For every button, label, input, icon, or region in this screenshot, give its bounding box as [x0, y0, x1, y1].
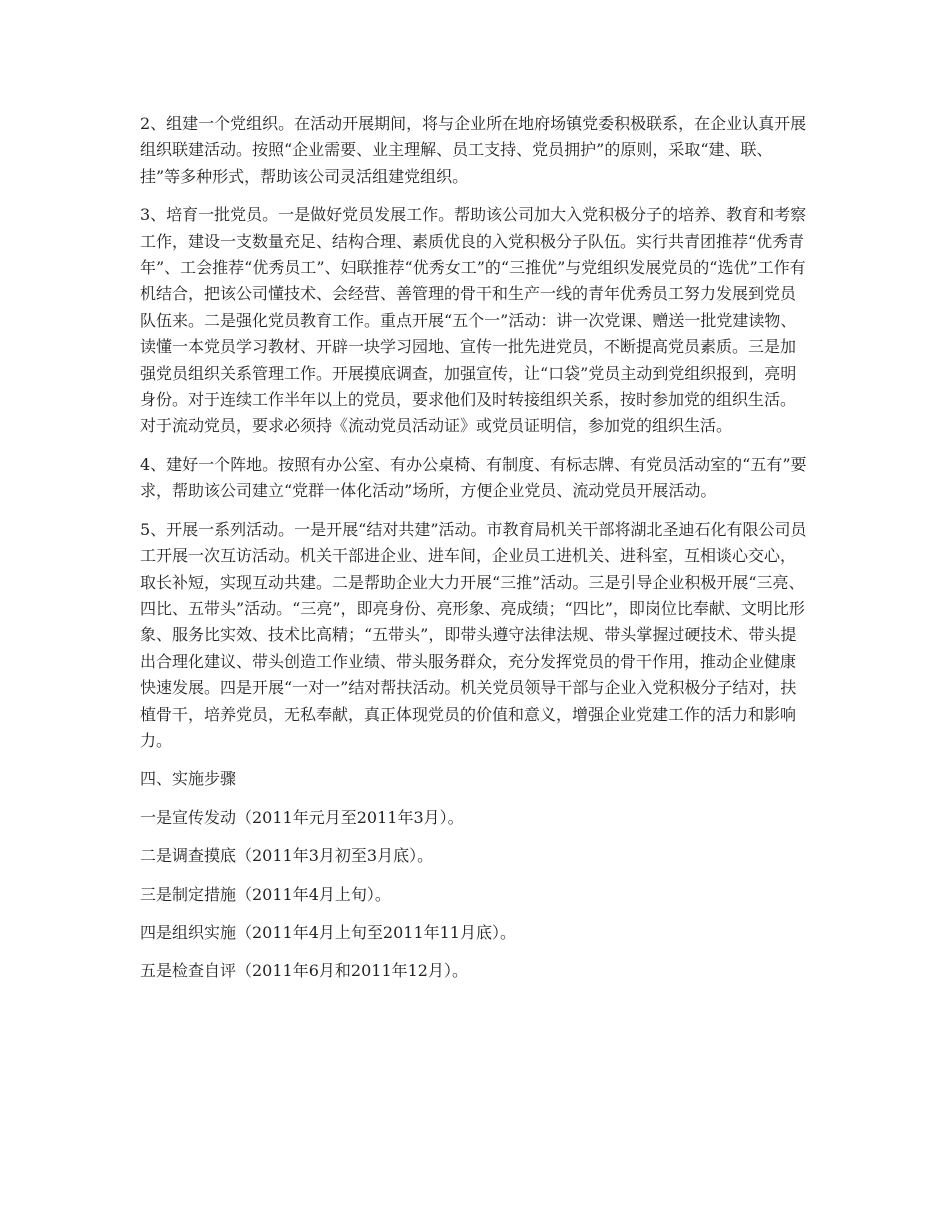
step-item-2: 二是调查摸底（2011年3月初至3月底）。: [140, 846, 434, 866]
paragraph-item-2: 2、组建一个党组织。在活动开展期间，将与企业所在地府场镇党委积极联系，在企业认真开展组织联建活动。按照“企业需要、业主理解、员工支持、党员拥护”的原则，采取“建、联、挂”等多种形式，帮助该公司灵活组建党组织。: [140, 114, 807, 186]
paragraph-item-3: 3、培育一批党员。一是做好党员发展工作。帮助该公司加大入党积极分子的培养、教育和考察工作，建设一支数量充足、结构合理、素质优良的入党积极分子队伍。实行共青团推荐“优秀青年”、工会推荐“优秀员工”、妇联推荐“优秀女工”的“三推优”与党组织发展党员的“选优”工作有机结合，把该公司懂技术、会经营、善管理的骨干和生产一线的青年优秀员工努力发展到党员队伍来。二是强化党员教育工作。重点开展“五个一”活动：讲一次党课、赠送一批党建读物、读懂一本党员学习教材、开辟一块学习园地、宣传一批先进党员，不断提高党员素质。三是加强党员组织关系管理工作。开展摸底调查，加强宣传，让“口袋”党员主动到党组织报到，亮明身份。对于连续工作半年以上的党员，要求他们及时转接组织关系，按时参加党的组织生活。对于流动党员，要求必须持《流动党员活动证》或党员证明信，参加党的组织生活。: [140, 205, 807, 436]
paragraph-item-5: 5、开展一系列活动。一是开展“结对共建”活动。市教育局机关干部将湖北圣迪石化有限公司员工开展一次互访活动。机关干部进企业、进车间，企业员工进机关、进科室，互相谈心交心，取长补短，实现互动共建。二是帮助企业大力开展“三推”活动。三是引导企业积极开展“三亮、四比、五带头”活动。“三亮”，即亮身份、亮形象、亮成绩；“四比”，即岗位比奉献、文明比形象、服务比实效、技术比高精；“五带头”，即带头遵守法律法规、带头掌握过硬技术、带头提出合理化建议、带头创造工作业绩、带头服务群众，充分发挥党员的骨干作用，推动企业健康快速发展。四是开展“一对一”结对帮扶活动。机关党员领导干部与企业入党积极分子结对，扶植骨干，培养党员，无私奉献，真正体现党员的价值和意义，增强企业党建工作的活力和影响力。: [140, 519, 807, 750]
paragraph-item-4: 4、建好一个阵地。按照有办公室、有办公桌椅、有制度、有标志牌、有党员活动室的“五有”要求，帮助该公司建立“党群一体化活动”场所，方便企业党员、流动党员开展活动。: [140, 454, 807, 501]
step-item-1: 一是宣传发动（2011年元月至2011年3月）。: [140, 807, 464, 827]
step-item-3: 三是制定措施（2011年4月上旬）。: [140, 884, 391, 904]
step-item-4: 四是组织实施（2011年4月上旬至2011年11月底）。: [140, 922, 516, 942]
section-heading: 四、实施步骤: [140, 769, 237, 789]
document-page: [140, 111, 808, 997]
step-item-5: 五是检查自评（2011年6月和2011年12月）。: [140, 961, 468, 981]
